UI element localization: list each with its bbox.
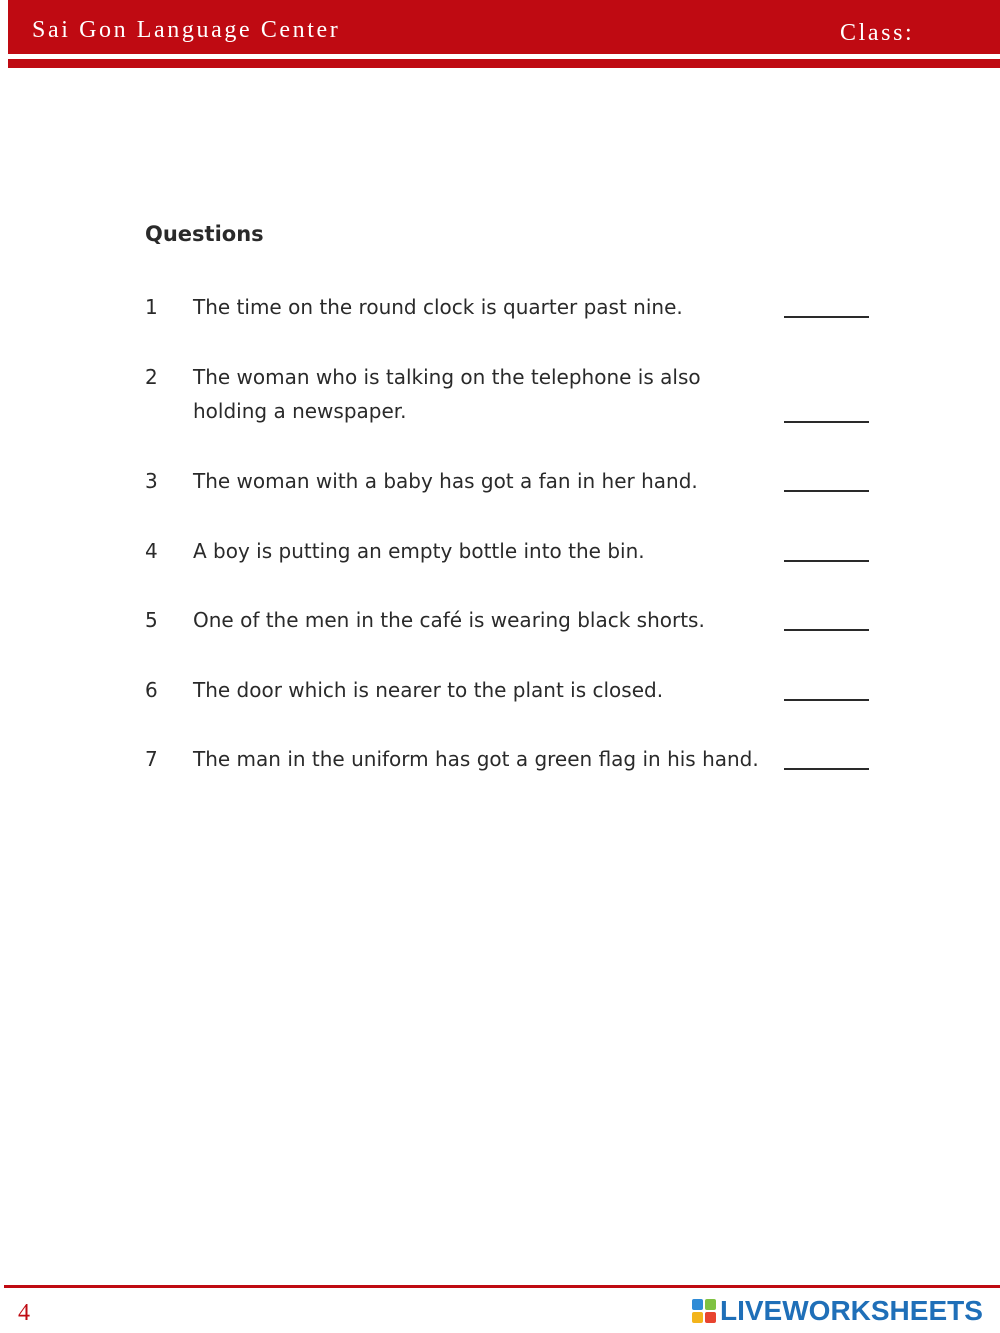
question-item	[145, 464, 885, 514]
question-text: A boy is putting an empty bottle into the bin.	[193, 539, 645, 563]
question-item	[145, 603, 885, 653]
question-text: The woman who is talking on the telephone is also holding a newspaper.	[193, 365, 701, 423]
footer-rule	[4, 1285, 1000, 1288]
question-number: 4	[145, 539, 158, 563]
liveworksheets-logo	[692, 1293, 983, 1329]
question-number: 6	[145, 678, 158, 702]
question-text: One of the men in the café is wearing black shorts.	[193, 608, 705, 632]
header-rule	[8, 59, 1000, 68]
answer-blank[interactable]	[784, 560, 869, 562]
question-number: 1	[145, 295, 158, 319]
question-text: The man in the uniform has got a green flag in his hand.	[193, 747, 759, 771]
question-item	[145, 742, 885, 792]
liveworksheets-wordmark: LIVEWORKSHEETS	[720, 1295, 983, 1326]
center-name: Sai Gon Language Center	[32, 17, 341, 43]
question-item	[145, 360, 885, 440]
question-item	[145, 290, 885, 340]
question-number: 2	[145, 365, 158, 389]
answer-blank[interactable]	[784, 629, 869, 631]
question-number: 3	[145, 469, 158, 493]
answer-blank[interactable]	[784, 316, 869, 318]
question-number: 7	[145, 747, 158, 771]
answer-blank[interactable]	[784, 490, 869, 492]
question-text: The time on the round clock is quarter past nine.	[193, 295, 683, 319]
answer-blank[interactable]	[784, 421, 869, 423]
liveworksheets-icon	[692, 1299, 716, 1323]
question-number: 5	[145, 608, 158, 632]
class-label: Class:	[840, 20, 915, 46]
answer-blank[interactable]	[784, 699, 869, 701]
section-title: Questions	[145, 222, 264, 246]
question-text: The woman with a baby has got a fan in her hand.	[193, 469, 698, 493]
question-item	[145, 534, 885, 584]
question-item	[145, 673, 885, 723]
question-text: The door which is nearer to the plant is closed.	[193, 678, 664, 702]
header-bar	[8, 0, 1000, 54]
answer-blank[interactable]	[784, 768, 869, 770]
page-number: 4	[18, 1300, 30, 1326]
